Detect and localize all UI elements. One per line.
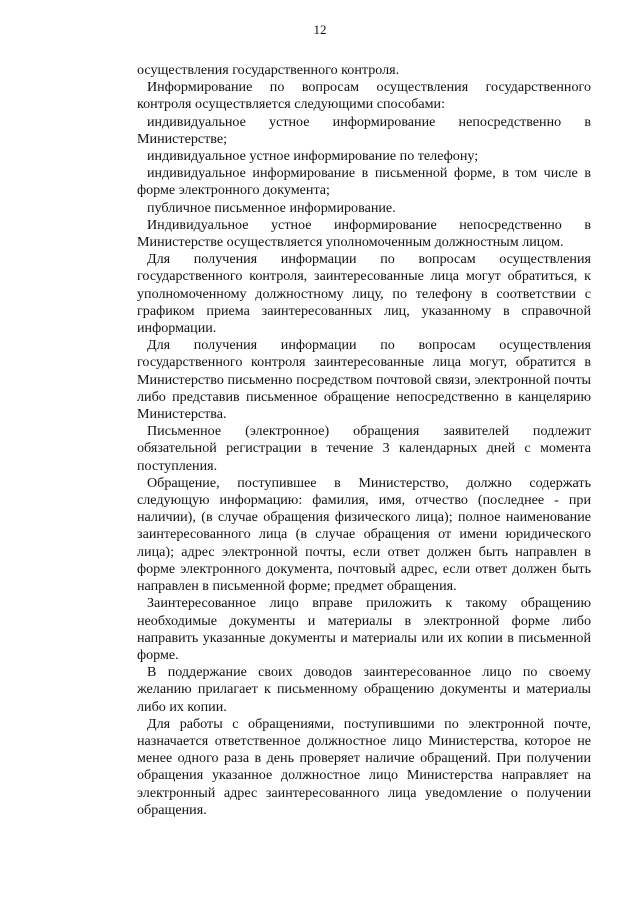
paragraph: Индивидуальное устное информирование непосредственно в Министерстве осуществляется уполномоченным должностным лицом.: [137, 216, 591, 251]
page-number: 12: [313, 22, 327, 37]
paragraph: В поддержание своих доводов заинтересованное лицо по своему желанию прилагает к письменному обращению документы и материалы либо их копии.: [137, 664, 591, 715]
paragraph: Для работы с обращениями, поступившими по электронной почте, назначается ответственное должностное лицо Министерства, которое не менее одного раза в день проверяет наличие обращений. При получении обращения указанное должностное лицо Министерства направляет на электронный адрес заинтересованного лица уведомление о получении обращения.: [137, 715, 591, 818]
paragraph: Обращение, поступившее в Министерство, должно содержать следующую информацию: фамилия, имя, отчество (последнее - при наличии), (в случае обращения физического лица); полное наименование заинтересованного лица (в случае обращения от имени юридического лица); адрес электронной почты, если ответ должен быть направлен в форме электронного документа, почтовый адрес, если ответ должен быть направлен в письменной форме; предмет обращения.: [137, 474, 591, 595]
paragraph: индивидуальное информирование в письменной форме, в том числе в форме электронного документа;: [137, 165, 591, 199]
paragraph: индивидуальное устное информирование по телефону;: [147, 148, 479, 165]
document-body: [137, 62, 591, 819]
paragraph: Письменное (электронное) обращения заявителей подлежит обязательной регистрации в течение 3 календарных дней с момента поступления.: [137, 423, 591, 474]
paragraph: публичное письменное информирование.: [147, 199, 396, 216]
paragraph: Заинтересованное лицо вправе приложить к такому обращению необходимые документы и материалы в электронной форме либо направить указанные документы и материалы или их копии в письменной форме.: [137, 595, 591, 663]
paragraph: Информирование по вопросам осуществления государственного контроля осуществляется следующими способами:: [137, 79, 591, 113]
paragraph: индивидуальное устное информирование непосредственно в Министерстве;: [137, 113, 591, 147]
paragraph: Для получения информации по вопросам осуществления государственного контроля, заинтересованные лица могут обратиться, к уполномоченному должностному лицу, по телефону в соответствии с графиком приема заинтересованных лиц, указанному в справочной информации.: [137, 251, 591, 337]
paragraph: Для получения информации по вопросам осуществления государственного контроля заинтересованные лица могут, обратится в Министерство письменно посредством почтовой связи, электронной почты либо представив письменное обращение непосредственно в канцелярию Министерства.: [137, 337, 591, 423]
paragraph: осуществления государственного контроля.: [137, 62, 400, 78]
